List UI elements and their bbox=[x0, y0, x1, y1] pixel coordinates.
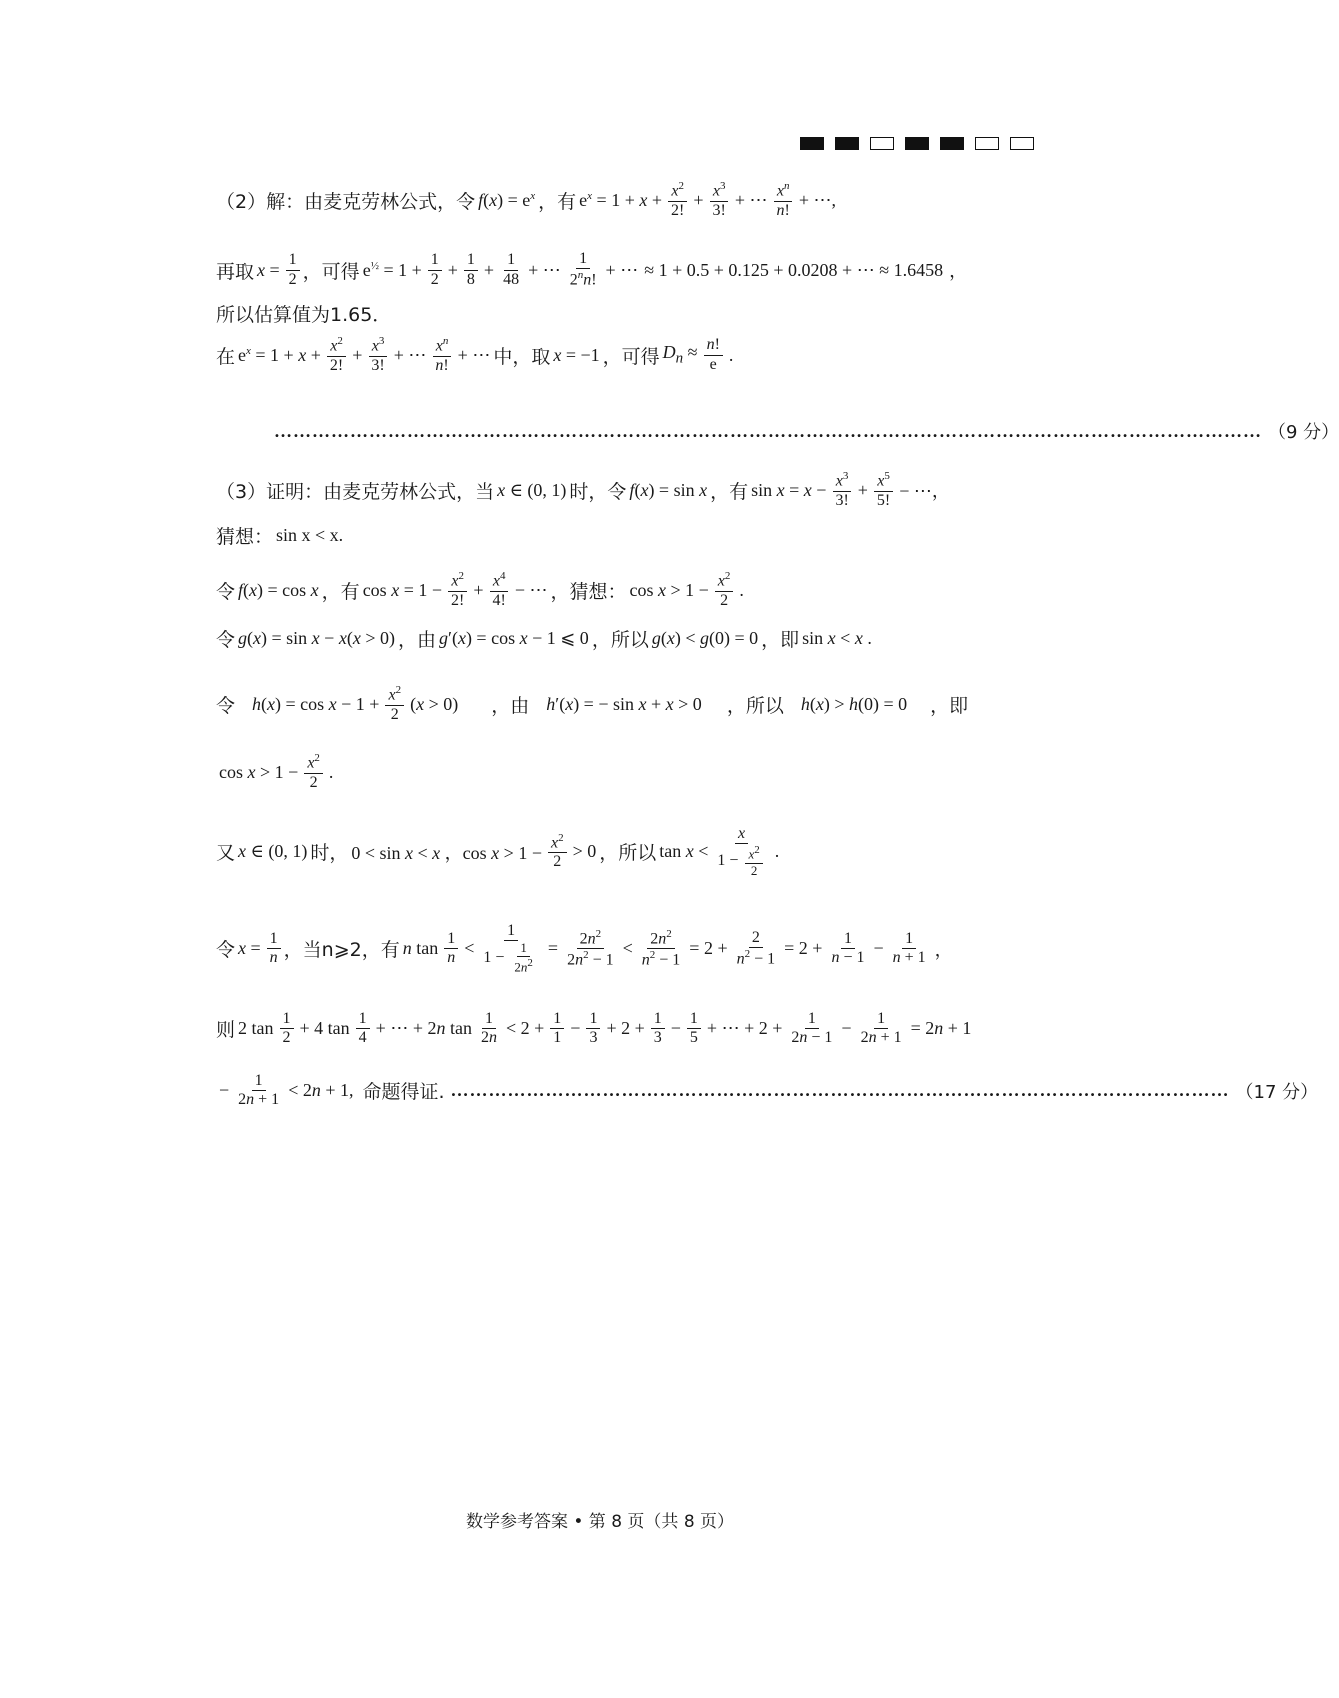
mark-block bbox=[800, 137, 824, 150]
part2-score: （9 分） bbox=[1268, 422, 1339, 443]
part3-tan-line: 又 x ∈ (0, 1) 时， 0 < sin x < x ，cos x > 1 − $\frac{x^2}{2}$ > 0 ，所以 tan x < x 1 − $\frac{x^2}{2}$ . bbox=[216, 825, 780, 878]
mark-block bbox=[905, 137, 929, 150]
part3-guess1: 猜想： sin x < x. bbox=[216, 525, 344, 548]
part3-line1: （3）证明：由麦克劳林公式，当 x ∈ (0, 1) 时，令 f(x) = sin x ，有 sin x = x − $\frac{x^3}{3!}$ + $\frac{x^5}{5!}$ − ⋯， bbox=[216, 470, 950, 509]
part2-conclusion: 所以估算值为1.65． bbox=[216, 304, 392, 326]
part3-g-line: 令 g(x) = sin x − x(x > 0) ，由 g′(x) = cos x − 1 ⩽ 0 ，所以 g(x) < g(0) = 0 ，即 sin x < x . bbox=[216, 628, 872, 651]
part3-n-line: 令 x = $\frac{1}{n}$ ，当n⩾2，有 n tan $\frac{1}{n}$ < 1 1 − $\frac{1}{2n^2}$ = $\frac{2n^2}{2n^2 - 1}$ < $\frac{2n^2}{n^2 - 1}$ = 2 + $\frac{2}{n^2 - 1}$ = 2 + $\frac{1}{n - 1}$ − $\frac{1}{n + 1}$ ， bbox=[216, 922, 953, 975]
part3-label: （3）证明：由麦克劳林公式，当 bbox=[216, 480, 495, 503]
part3-sum-line: 则 2 tan $\frac{1}{2}$ + 4 tan $\frac{1}{4}$ + ⋯ + 2n tan $\frac{1}{2n}$ < 2 + $\frac{1}{1}$ − $\frac{1}{3}$ + 2 + $\frac{1}{3}$ − $\frac{1}{5}$ + ⋯ + 2 + $\frac{1}{2n - 1}$ − $\frac{1}{2n + 1}$ = 2n + 1 bbox=[216, 1010, 972, 1047]
mark-block bbox=[940, 137, 964, 150]
part2-label: （2）解：由麦克劳林公式，令 bbox=[216, 190, 476, 213]
part2-line2: 再取 x = $\frac{1}{2}$ ，可得 $e^{\frac{1}{2}} = 1$ + $\frac{1}{2}$ + $\frac{1}{8}$ + $\frac{1}{48}$ + ⋯ $\frac{1}{2^nn!}$ + ⋯ ≈ 1 + 0.5 + 0.125 + 0.0208 + ⋯ ≈ 1.6458 ， bbox=[216, 250, 968, 289]
part2-score-line: ………………………………………………………………………………………………………………………………………… （9 分） bbox=[268, 418, 1030, 444]
part2-line1: （2）解：由麦克劳林公式，令 $f(x) = e^x$ ，有 $e^x = 1 + x$ + $\frac{x^2}{2!}$ + $\frac{x^3}{3!}$ + ⋯ $\frac{x^n}{n!}$ + ⋯, bbox=[216, 180, 836, 219]
part3-final-line: − $\frac{1}{2n + 1}$ < 2n + 1, 命题得证. …………………………………………………………………………………………………………… （17 分） bbox=[219, 1072, 1319, 1109]
approx-value: ≈ 1 + 0.5 + 0.125 + 0.0208 + ⋯ ≈ 1.6458 bbox=[644, 259, 944, 280]
mark-block bbox=[1010, 137, 1034, 150]
part3-score: （17 分） bbox=[1235, 1081, 1319, 1103]
mark-block bbox=[870, 137, 894, 150]
part3-h-line: 令 h(x) = cos x − 1 + $\frac{x^2}{2}$ (x > 0) ，由 h′(x) = − sin x + x > 0 ，所以 h(x) > h(0) = 0 ，即 bbox=[216, 684, 969, 723]
page-footer: 数学参考答案 • 第 8 页（共 8 页） bbox=[465, 1512, 735, 1532]
header-marks bbox=[800, 137, 1034, 150]
qed-text: 命题得证. bbox=[362, 1081, 445, 1104]
part3-cos-line: 令 f(x) = cos x ，有 cos x = 1 − $\frac{x^2}{2!}$ + $\frac{x^4}{4!}$ − ⋯ ，猜想： cos x > 1 − $\frac{x^2}{2}$ . bbox=[216, 570, 744, 609]
part2-line4: 在 $e^x = 1 + x$ + $\frac{x^2}{2!}$ + $\frac{x^3}{3!}$ + ⋯ $\frac{x^n}{n!}$ + ⋯ 中，取 x = −1 ，可得 $D_n$ ≈ $\frac{n!}{e}$ . bbox=[216, 335, 734, 374]
mark-block bbox=[975, 137, 999, 150]
part3-cos-result: cos x > 1 − $\frac{x^2}{2}$ . bbox=[219, 752, 334, 791]
mark-block bbox=[835, 137, 859, 150]
